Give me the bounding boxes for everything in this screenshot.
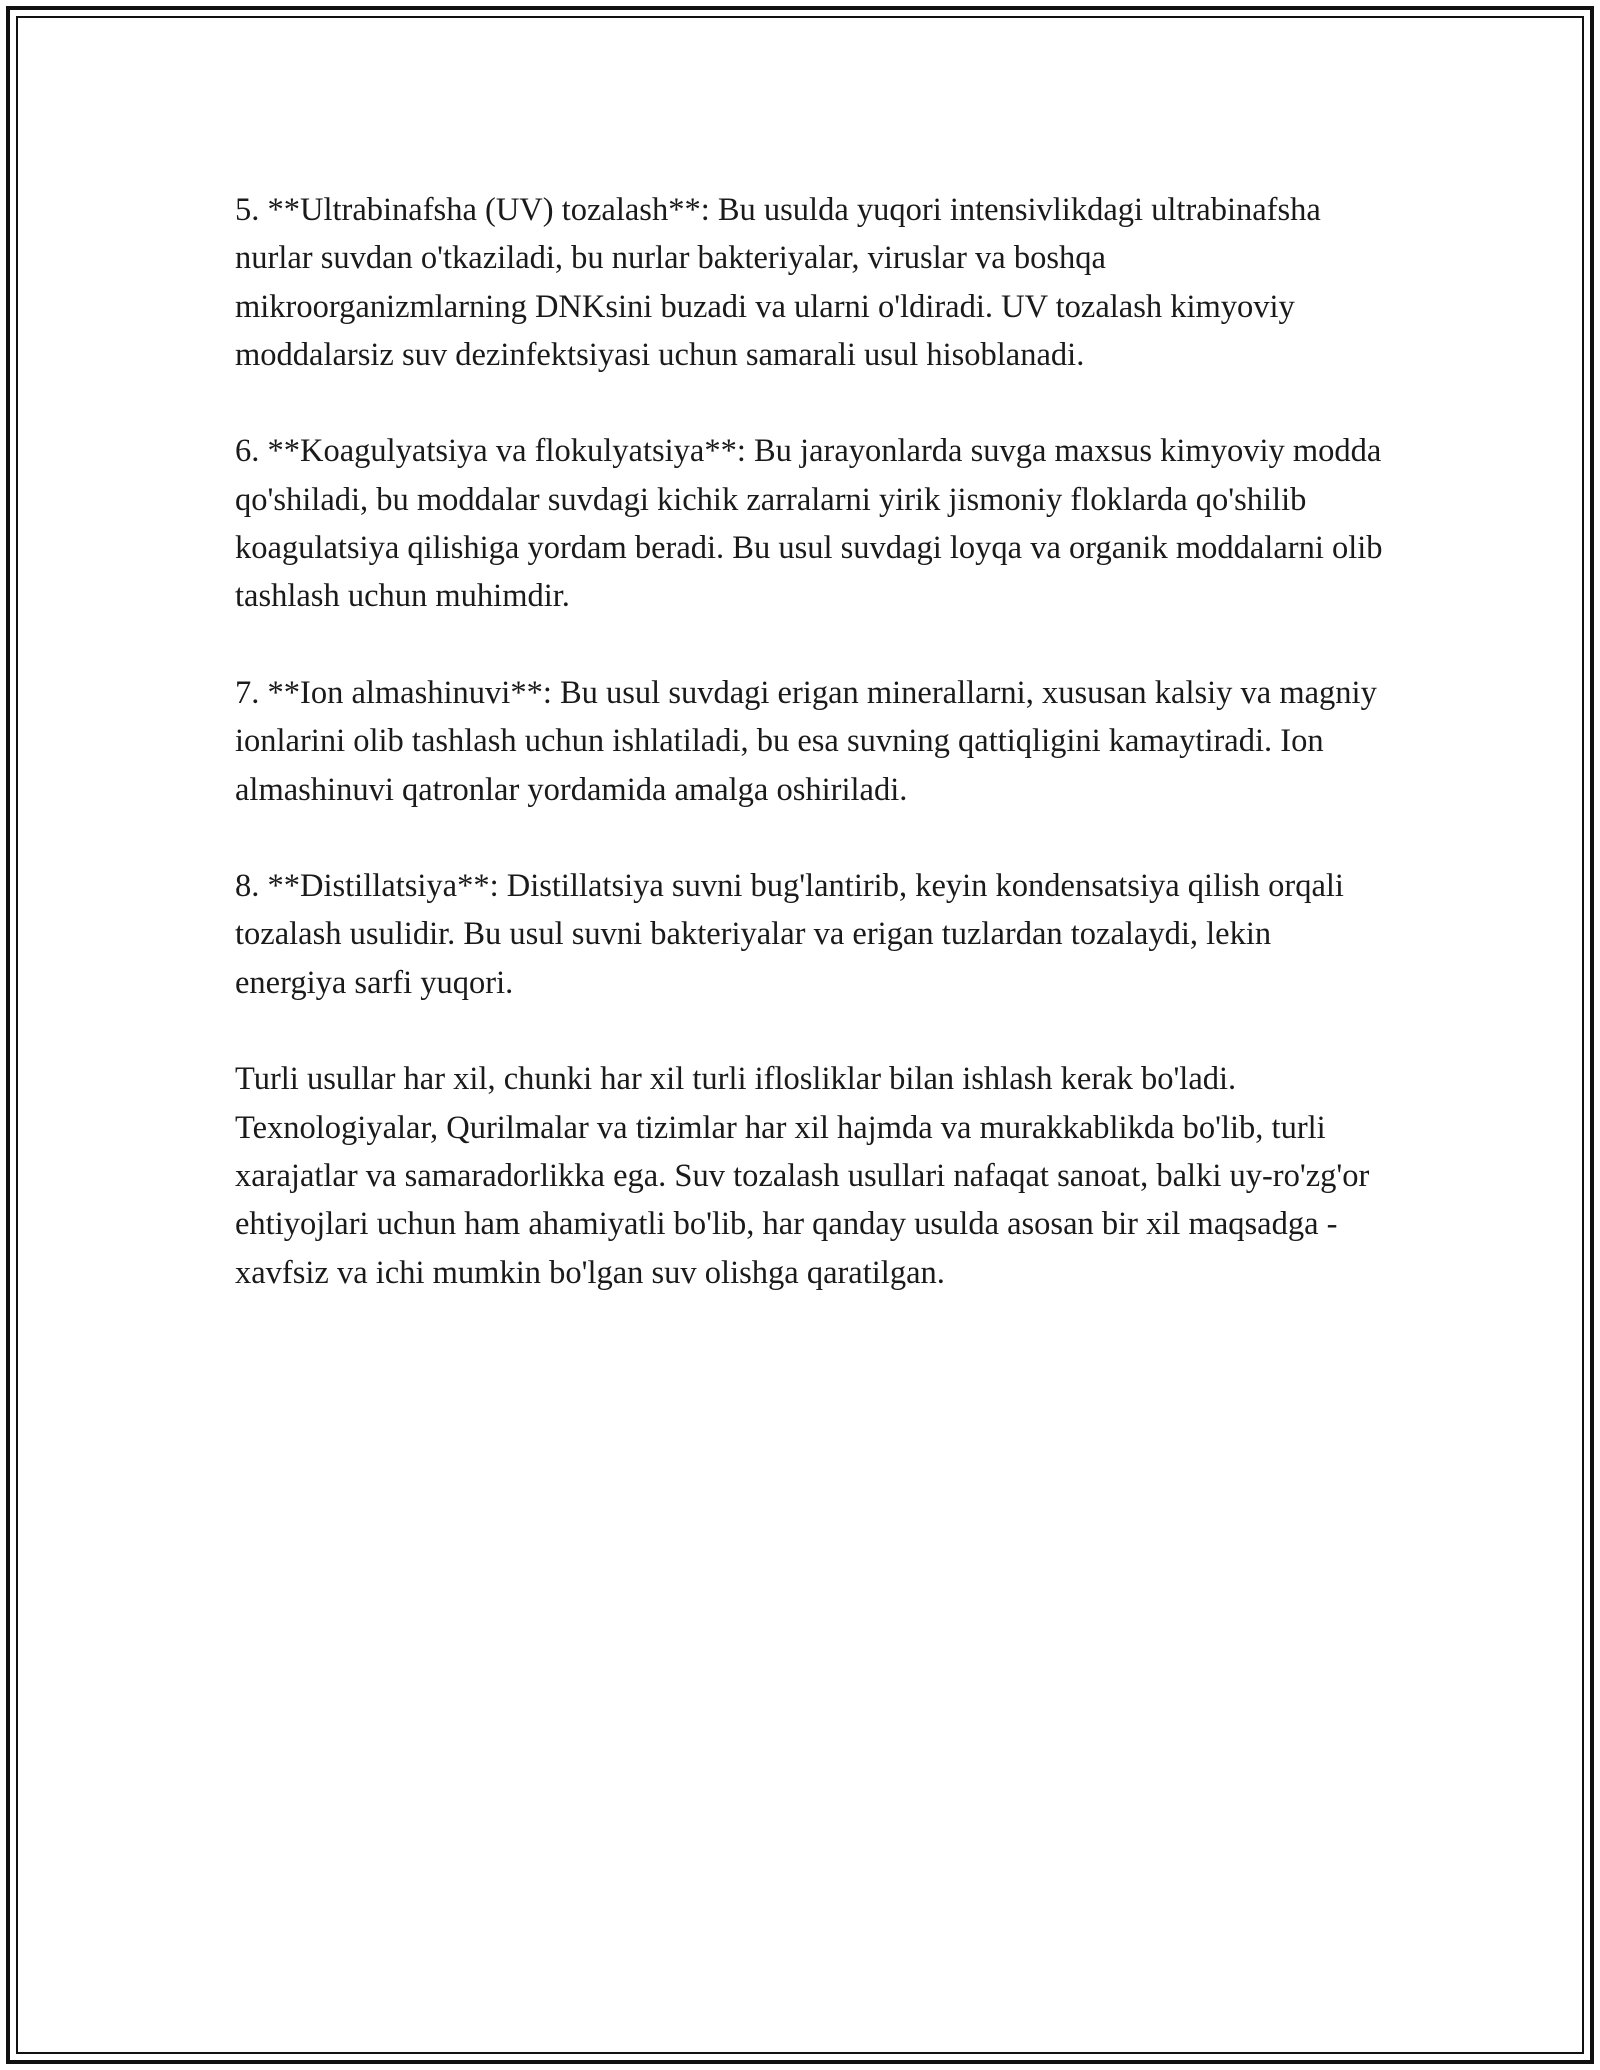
paragraph-uv-treatment: 5. **Ultrabinafsha (UV) tozalash**: Bu usulda yuqori intensivlikdagi ultrabinafsha nurlar suvdan o'tkaziladi, bu nurlar bakteriyalar, viruslar va boshqa mikroorganizmlarning DNKsini buzadi va ularni o'ldiradi. UV tozalash kimyoviy moddalarsiz suv dezinfektsiyasi uchun samarali usul hisoblanadi.: [235, 192, 1321, 373]
paragraph-ion-exchange: 7. **Ion almashinuvi**: Bu usul suvdagi erigan minerallarni, xususan kalsiy va magniy ionlarini olib tashlash uchun ishlatiladi, bu esa suvning qattiqligini kamaytiradi. Ion almashinuvi qatronlar yordamida amalga oshiriladi.: [235, 674, 1377, 808]
paragraph-conclusion: Turli usullar har xil, chunki har xil turli iflosliklar bilan ishlash kerak bo'ladi. Texnologiyalar, Qurilmalar va tizimlar har xil hajmda va murakkablikda bo'lib, turli xarajatlar va samaradorlikka ega. Suv tozalash usullari nafaqat sanoat, balki uy-ro'zg'or ehtiyojlari uchun ham ahamiyatli bo'lib, har qanday usulda asosan bir xil maqsadga - xavfsiz va ichi mumkin bo'lgan suv olishga qaratilgan.: [235, 1061, 1370, 1291]
document-body: [235, 186, 1385, 1345]
paragraph-distillation: 8. **Distillatsiya**: Distillatsiya suvni bug'lantirib, keyin kondensatsiya qilish orqali tozalash usulidir. Bu usul suvni bakteriyalar va erigan tuzlardan tozalaydi, lekin energiya sarfi yuqori.: [235, 868, 1344, 1001]
paragraph-coagulation: 6. **Koagulyatsiya va flokulyatsiya**: Bu jarayonlarda suvga maxsus kimyoviy modda qo'shiladi, bu moddalar suvdagi kichik zarralarni yirik jismoniy floklarda qo'shilib koagulatsiya qilishiga yordam beradi. Bu usul suvdagi loyqa va organik moddalarni olib tashlash uchun muhimdir.: [235, 433, 1383, 615]
